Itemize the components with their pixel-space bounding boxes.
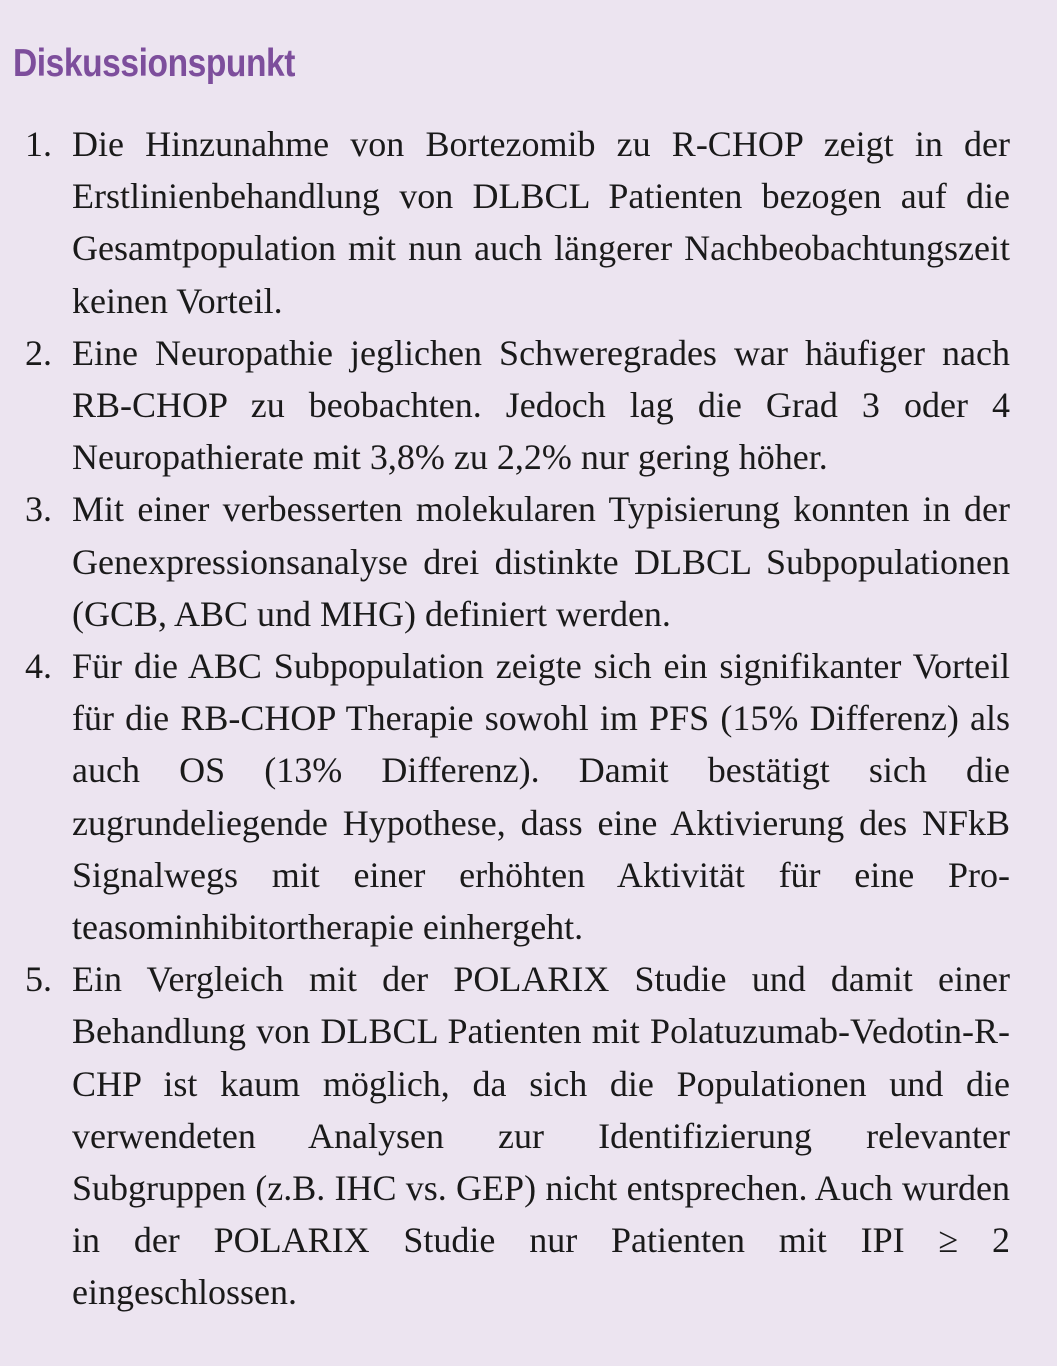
item-number: 3. (25, 489, 52, 530)
item-number: 2. (25, 332, 52, 373)
item-text: Für die ABC Subpopulation zeigte sich ein signifikanter Vorteil für die RB-CHOP Therapie sowohl im PFS (15% Differenz) als auch OS (13% Differenz). Damit bestätigt sich die zugrundeliegende Hypothese, dass eine Aktivierung des NFkB Signalwegs mit einer erhöhten Aktivität für eine Proteasominhibitortherapie einhergeht. (72, 646, 1010, 948)
item-text: Ein Vergleich mit der POLARIX Studie und damit einer Behandlung von DLBCL Patienten mit Polatuzumab-Vedotin-R-CHP ist kaum möglich, da sich die Populationen und die verwendeten Analysen zur Identifizierung relevanter Subgruppen (z.B. IHC vs. GEP) nicht entsprechen. Auch wurden in der POLARIX Studie nur Patienten mit IPI ≥ 2 eingeschlossen. (72, 959, 1010, 1313)
box-heading: Diskussionspunkt (13, 42, 295, 85)
item-text: Die Hinzunahme von Bortezomib zu R-CHOP zeigt in der Erstlinienbehandlung von DLBCL Patienten bezogen auf die Gesamtpopulation mit nun auch längerer Nachbeobachtungszeit keinen Vorteil. (72, 124, 1010, 321)
item-number: 5. (25, 959, 52, 1000)
item-text: Eine Neuropathie jeglichen Schweregrades war häufiger nach RB-CHOP zu beobachten. Jedoch lag die Grad 3 oder 4 Neuropathierate mit 3,8% zu 2,2% nur gering höher. (72, 332, 1010, 478)
list-item (0, 327, 1010, 484)
discussion-list (0, 118, 1010, 1319)
list-item (0, 640, 1010, 953)
item-number: 1. (25, 124, 52, 164)
item-text: Mit einer verbesserten molekularen Typisierung konnten in der Genexpressionsanalyse drei distinkte DLBCL Subpopulationen (GCB, ABC und MHG) definiert werden. (72, 489, 1010, 634)
list-item (0, 483, 1010, 640)
item-number: 4. (25, 646, 52, 687)
list-item (0, 118, 1010, 327)
list-item (0, 953, 1010, 1318)
